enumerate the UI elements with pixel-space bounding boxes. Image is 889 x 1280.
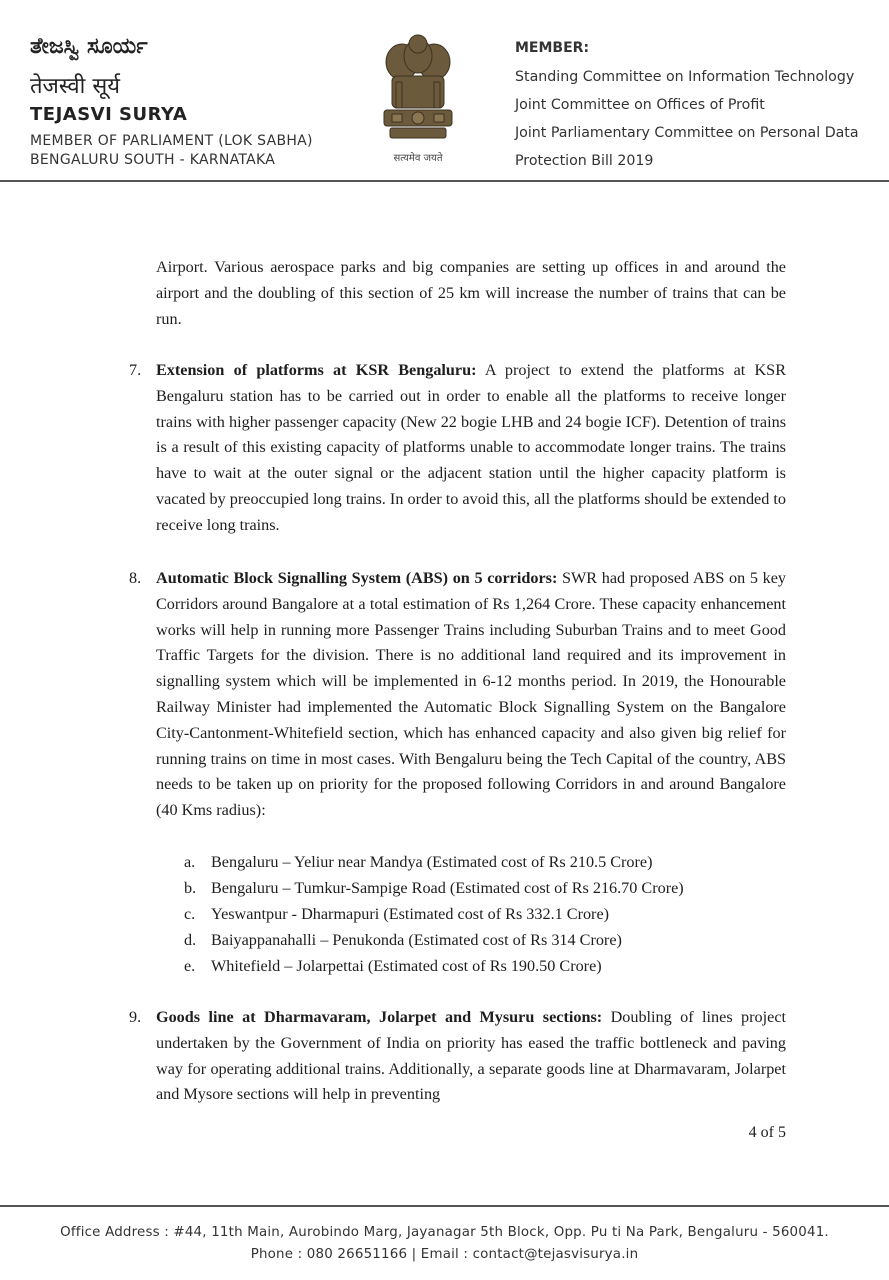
member-line: Protection Bill 2019 (515, 153, 654, 169)
list-item (156, 927, 786, 953)
list-text: Whitefield – Jolarpettai (Estimated cost of Rs 190.50 Crore) (211, 957, 602, 975)
item-paragraph-platforms (156, 358, 786, 539)
footer (0, 1222, 889, 1266)
list-item (156, 953, 786, 979)
name-english: TEJASVI SURYA (30, 104, 188, 125)
item-text: A project to extend the platforms at KSR Bengaluru station has to be carried out in order to enable all the platforms to receive longer trains with higher passenger capacity (New 22 bogie LHB and 24 bogie ICF). Detention of trains is a result of this existing capacity of platforms unable to accommodate longer trains. The trains have to wait at the outer signal or the adjacent station until the higher capacity platform is vacated by preoccupied long trains. In order to avoid this, all the platforms should be extended to receive long trains. (156, 361, 786, 534)
list-marker: c. (184, 905, 196, 923)
name-hindi: तेजस्वी सूर्य (30, 74, 120, 99)
item-number: 9. (129, 1008, 142, 1026)
footer-divider (0, 1205, 889, 1207)
member-line: Standing Committee on Information Technology (515, 69, 855, 85)
item-text: SWR had proposed ABS on 5 key Corridors around Bangalore at a total estimation of Rs 1,264 Crore. These capacity enhancement works will help in running more Passenger Trains including Suburban Trains and to meet Good Traffic Targets for the division. There is no additional land required and its improvement in signalling system which will be implemented in 6-12 months period. In 2019, the Honourable Railway Minister had implemented the Automatic Block Signalling System on the Bangalore City-Cantonment-Whitefield section, which has enhanced capacity and also given big relief for running trains on time in most cases. With Bengaluru being the Tech Capital of the country, ABS needs to be taken up on priority for the proposed following Corridors in and around Bangalore (40 Kms radius): (156, 569, 787, 820)
list-item (156, 901, 786, 927)
list-item (156, 849, 786, 875)
intro-paragraph: Airport. Various aerospace parks and big companies are setting up offices in and around the airport and the doubling of this section of 25 km will increase the number of trains that can be run. (156, 258, 786, 328)
item-paragraph-goods-line (156, 1005, 786, 1108)
list-text: Bengaluru – Tumkur-Sampige Road (Estimated cost of Rs 216.70 Crore) (211, 879, 684, 897)
item-text: Doubling of lines project undertaken by the Government of India on priority has eased the traffic bottleneck and paving way for operating additional trains. Additionally, a separate goods line at Dharmavaram, Jolarpet and Mysore sections will help in preventing (156, 1008, 787, 1104)
constituency: BENGALURU SOUTH - KARNATAKA (30, 152, 276, 168)
item-number: 7. (129, 361, 142, 379)
corridor-list (156, 849, 786, 979)
item-number: 8. (129, 569, 142, 587)
name-kannada: ತೇಜಸ್ವಿ ಸೂರ್ಯ (30, 34, 148, 59)
header-divider (0, 180, 889, 182)
member-title: MEMBER OF PARLIAMENT (LOK SABHA) (30, 133, 313, 149)
page-number: 4 of 5 (748, 1124, 786, 1141)
national-emblem-icon (372, 30, 464, 170)
list-marker: b. (184, 879, 197, 897)
list-marker: e. (184, 957, 196, 975)
list-text: Yeswantpur - Dharmapuri (Estimated cost of Rs 332.1 Crore) (211, 905, 610, 923)
item-title: Automatic Block Signalling System (ABS) on 5 corridors: (156, 569, 558, 587)
list-marker: d. (184, 931, 197, 949)
letterhead (0, 0, 889, 182)
member-heading: MEMBER: (515, 40, 590, 56)
contact-info: Phone : 080 26651166 | Email : contact@tejasvisurya.in (250, 1247, 639, 1262)
list-item (156, 875, 786, 901)
member-line: Joint Parliamentary Committee on Personal Data (515, 125, 859, 141)
emblem-motto: सत्यमेव जयते (393, 153, 443, 164)
committee-memberships (515, 40, 859, 175)
item-title: Goods line at Dharmavaram, Jolarpet and Mysuru sections: (156, 1008, 603, 1026)
office-address: Office Address : #44, 11th Main, Aurobindo Marg, Jayanagar 5th Block, Opp. Pu ti Na Park, Bengaluru - 560041. (60, 1225, 829, 1240)
list-text: Bengaluru – Yeliur near Mandya (Estimated cost of Rs 210.5 Crore) (211, 853, 653, 871)
item-paragraph-abs (156, 566, 786, 824)
member-line: Joint Committee on Offices of Profit (515, 97, 765, 113)
list-marker: a. (184, 853, 196, 871)
list-text: Baiyappanahalli – Penukonda (Estimated cost of Rs 314 Crore) (211, 931, 622, 949)
item-title: Extension of platforms at KSR Bengaluru: (156, 361, 477, 379)
